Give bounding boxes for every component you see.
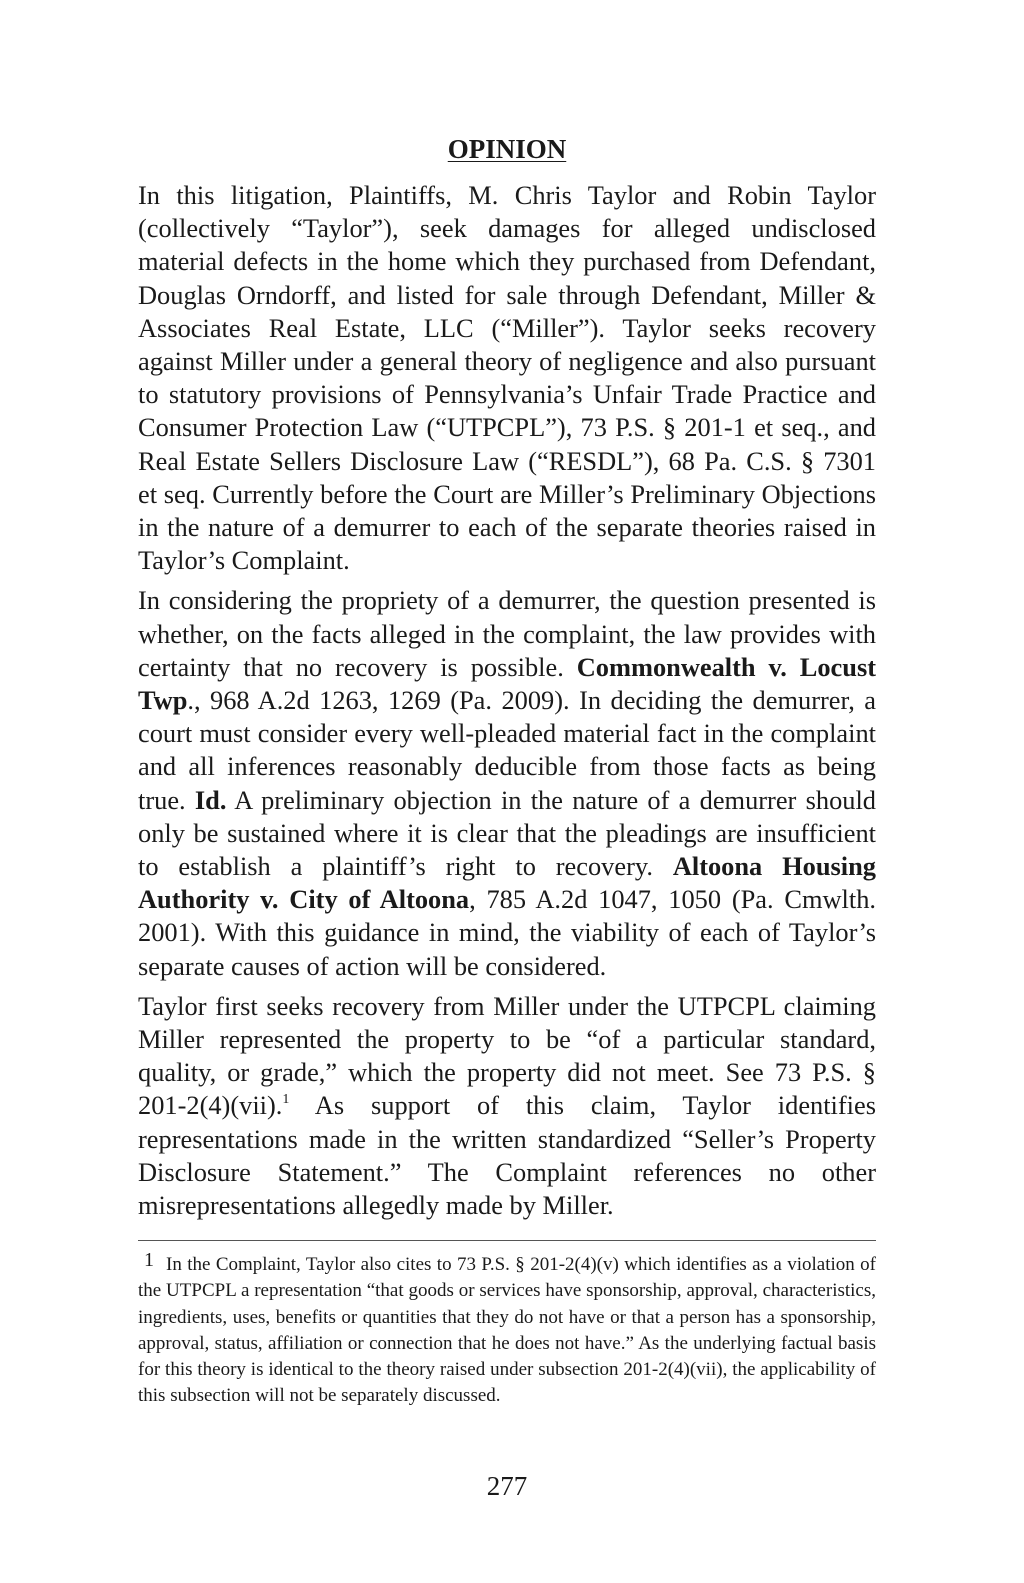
page-number: 277 [486, 1471, 528, 1501]
paragraph-3 [138, 990, 876, 1222]
footnote-text: In the Complaint, Taylor also cites to 73 P.S. § 201-2(4)(v) which identifies as a violation of the UTPCPL a representation “that goods or services have sponsorship, approval, characteristics, ingredients, uses, benefits or quantities that they do not have or that a person has a sponsorship, approval, status, affiliation or connection that he does not have.” As the underlying factual basis for this theory is identical to the theory raised under subsection 201-2(4)(vii), the applicability of this subsection will not be separately discussed. [138, 1254, 876, 1407]
footnote-reference: 1 [282, 1092, 290, 1108]
paragraph-2 [138, 584, 876, 982]
paragraph-3-text: Taylor first seeks recovery from Miller under the UTPCPL claiming Miller represented the property to be “of a particular standard, quality, or grade,” which the property did not meet. See 73 P.S. § 201-2(4)(vii). [138, 990, 876, 1121]
opinion-heading [138, 133, 876, 166]
paragraph-1 [138, 179, 876, 577]
paragraph-3-text: As support of this claim, Taylor identifies representations made in the written standardized “Seller’s Property Disclosure Statement.” The Complaint references no other misrepresentations allegedly made by Miller. [138, 1090, 876, 1221]
paragraph-2-text: In considering the propriety of a demurrer, the question presented is whether, on the facts alleged in the complaint, the law provides with certainty that no recovery is possible. [138, 585, 876, 682]
paragraph-2-text: , 785 A.2d 1047, 1050 (Pa. Cmwlth. 2001). With this guidance in mind, the viability of each of Taylor’s separate causes of action will be considered. [138, 884, 876, 981]
opinion-heading-text: OPINION [447, 134, 567, 164]
case-citation-id: Id. [194, 784, 227, 815]
paragraph-2-text: ., 968 A.2d 1263, 1269 (Pa. 2009). In deciding the demurrer, a court must consider every well-pleaded material fact in the complaint and all inferences reasonably deducible from those facts as being true. [138, 685, 876, 815]
case-citation-altoona: Altoona Housing Authority v. City of Altoona [138, 851, 876, 915]
opinion-body [138, 179, 876, 1229]
footnote: 1 In the Complaint, Taylor also cites to 73 P.S. § 201-2(4)(v) which identifies as a violation of the UTPCPL a representation “that goods or services have sponsorship, approval, characteristics, ingredients, uses, benefits or quantities that they do not have or that a person has a sponsorship, approval, status, affiliation or connection that he does not have.” As the underlying factual basis for this theory is identical to the theory raised under subsection 201-2(4)(vii), the applicability of this subsection will not be separately discussed. [138, 1249, 876, 1407]
footnote-divider [138, 1240, 876, 1241]
case-citation-locust-twp: Commonwealth v. Locust Twp [138, 651, 877, 716]
paragraph-1-text: In this litigation, Plaintiffs, M. Chris Taylor and Robin Taylor (collectively “Taylor”), seek damages for alleged undisclosed material defects in the home which they purchased from Defendant, Douglas Orndorff, and listed for sale through Defendant, Miller & Associates Real Estate, LLC (“Miller”). Taylor seeks recovery against Miller under a general theory of negligence and also pursuant to statutory provisions of Pennsylvania’s Unfair Trade Practice and Consumer Protection Law (“UTPCPL”), 73 P.S. § 201-1 et seq., and Real Estate Sellers Disclosure Law (“RESDL”), 68 Pa. C.S. § 7301 et seq. Currently before the Court are Miller’s Preliminary Objections in the nature of a demurrer to each of the separate theories raised in Taylor’s Complaint. [138, 180, 876, 576]
paragraph-2-text: A preliminary objection in the nature of a demurrer should only be sustained where it is clear that the pleadings are insufficient to establish a plaintiff’s right to recovery. [138, 784, 876, 882]
